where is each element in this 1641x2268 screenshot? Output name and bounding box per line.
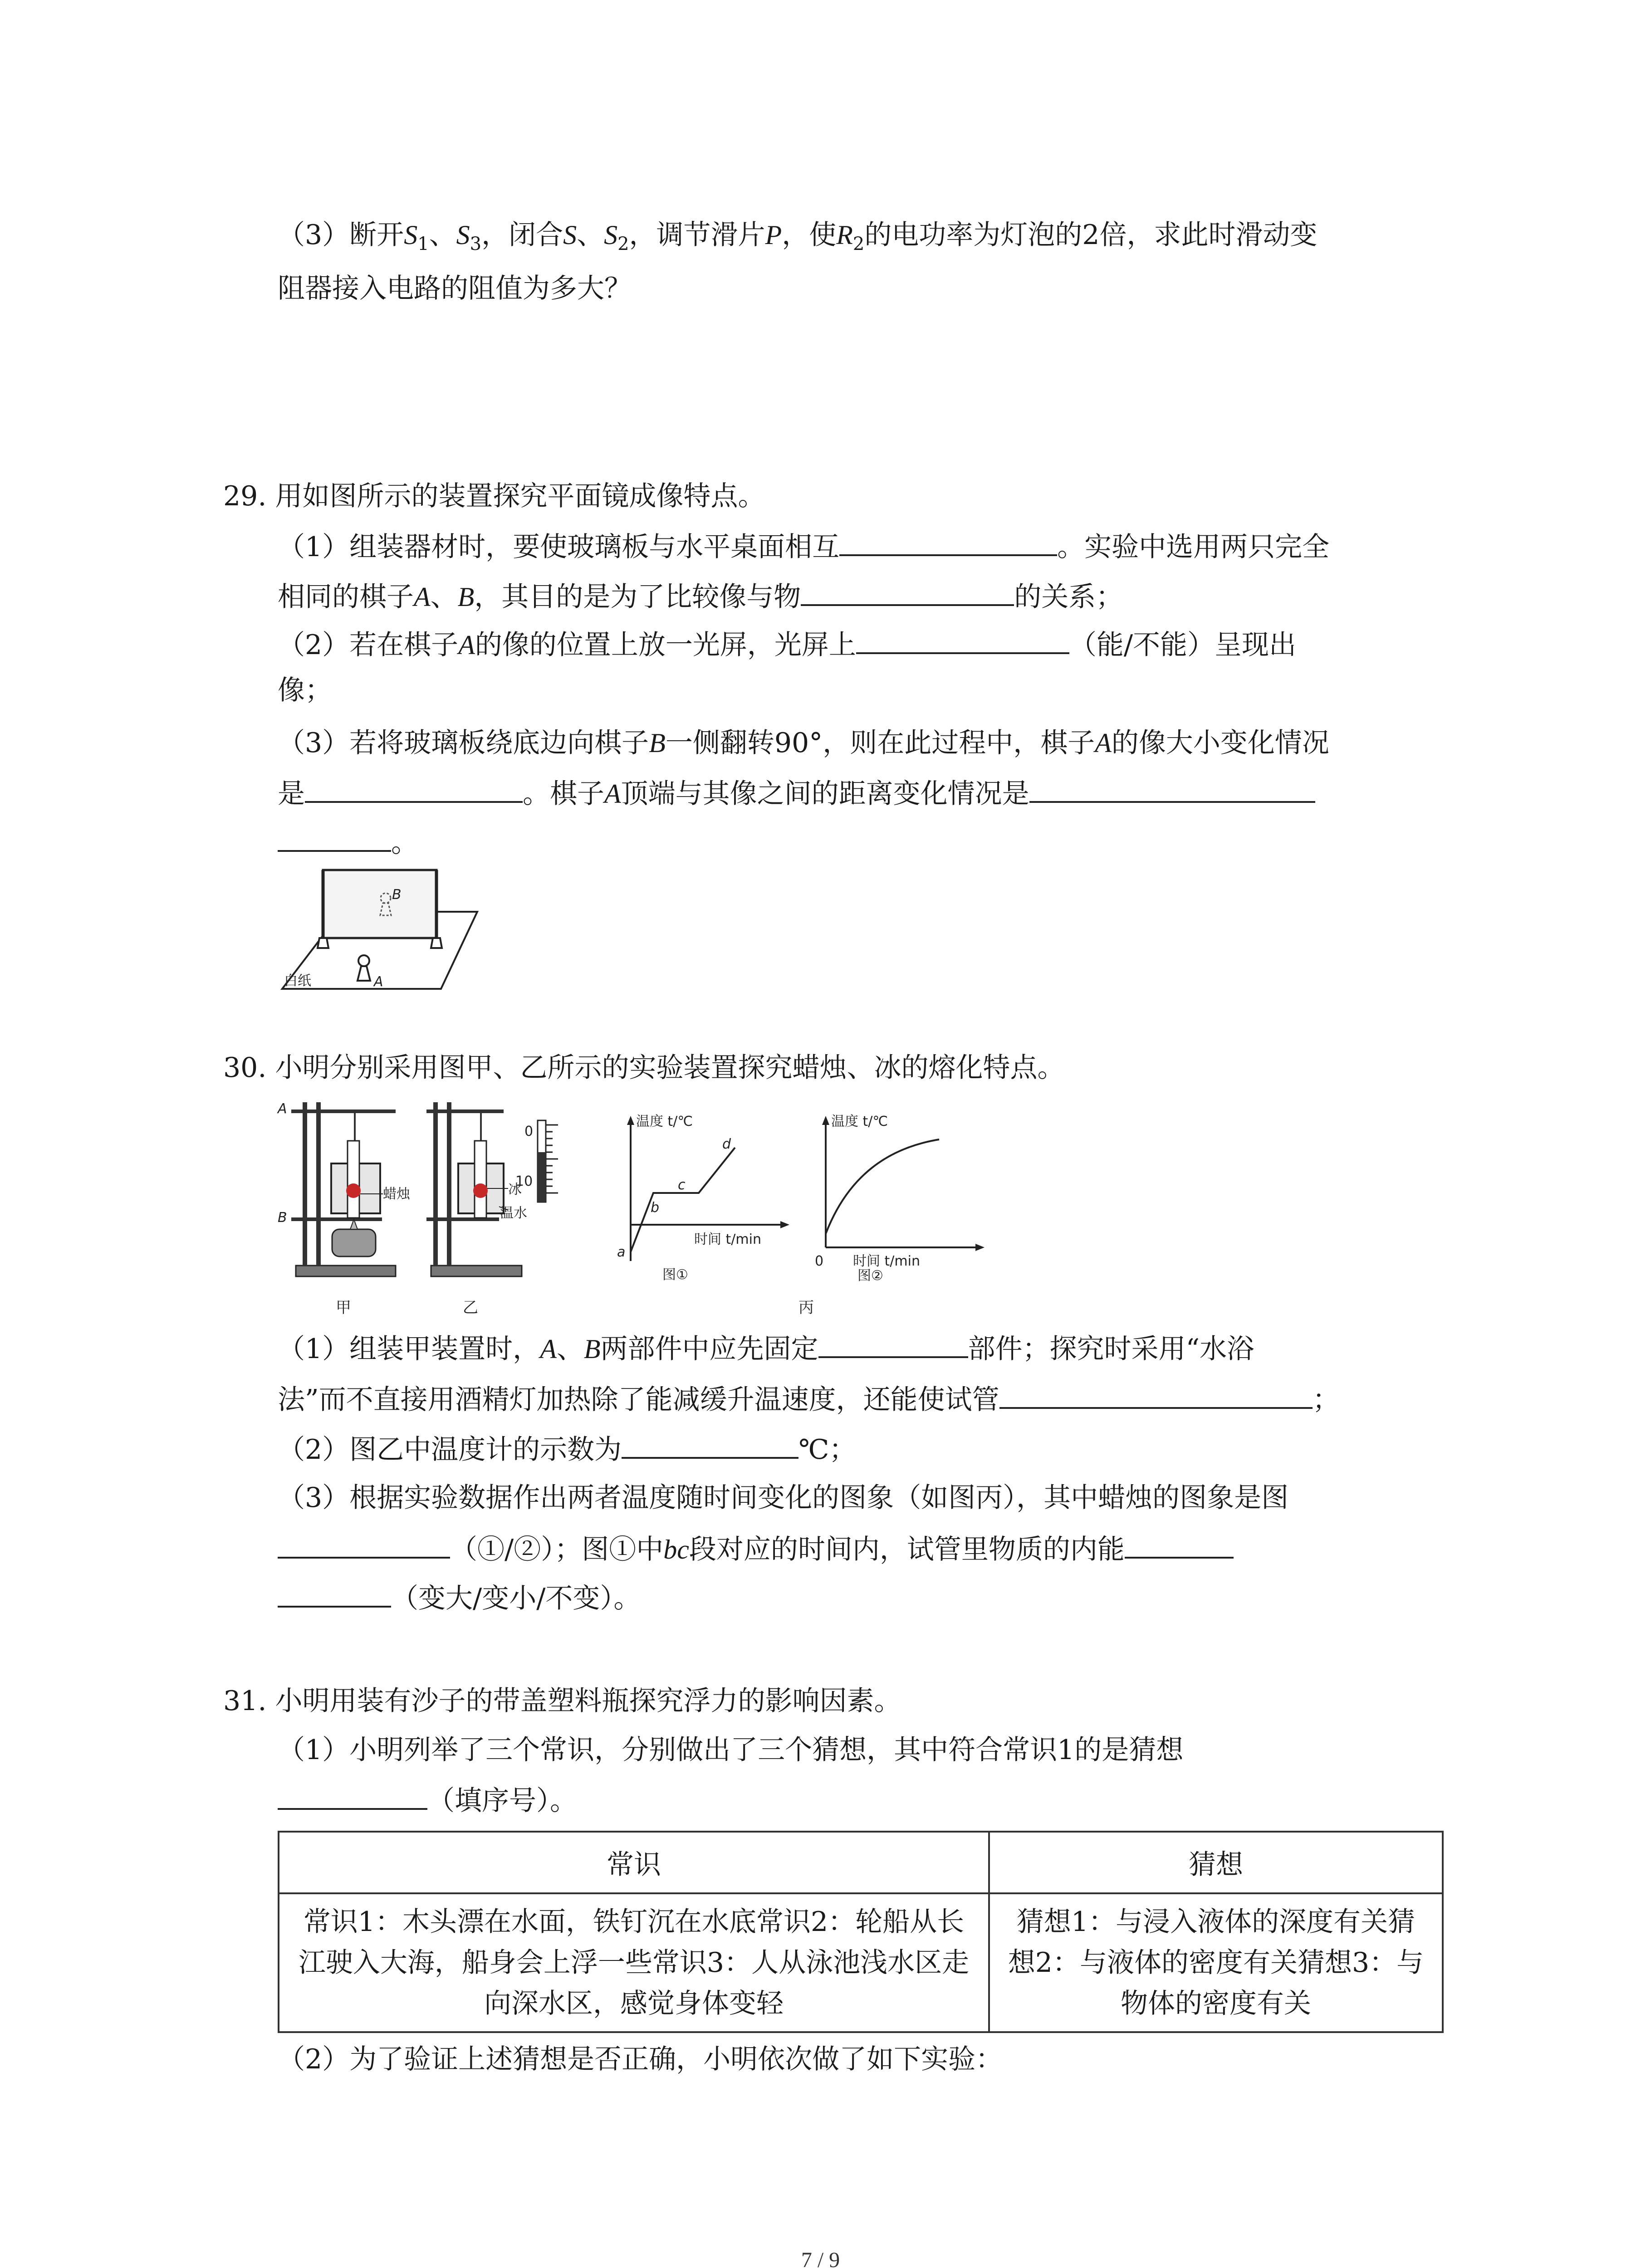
answer-blank[interactable] xyxy=(1125,1529,1234,1559)
table-cell-common-sense: 常识1：木头漂在水面，铁钉沉在水底常识2：轮船从长江驶入大海，船身会上浮一些常识3：人从泳池浅水区走向深水区，感觉身体变轻 xyxy=(279,1893,989,2032)
answer-blank[interactable] xyxy=(801,576,1014,606)
answer-blank[interactable] xyxy=(839,526,1057,556)
answer-blank[interactable] xyxy=(622,1429,798,1459)
fig-label-a: A xyxy=(374,974,383,990)
g2-origin: 0 xyxy=(815,1253,824,1269)
table-row xyxy=(279,1893,1443,2032)
q29-stem: 29. 用如图所示的装置探究平面镜成像特点。 xyxy=(223,480,765,512)
table-header-row xyxy=(279,1832,1443,1893)
q28-part3-line2: 阻器接入电路的阻值为多大？ xyxy=(278,273,632,304)
fig-label-paper: 白纸 xyxy=(284,973,311,989)
q30-part2: （2）图乙中温度计的示数为 ℃； xyxy=(278,1429,856,1469)
warm-water-label: 温水 xyxy=(500,1205,527,1221)
graph-1-figure xyxy=(603,1111,798,1293)
q31-stem: 31. 小明用装有沙子的带盖塑料瓶探究浮力的影响因素。 xyxy=(223,1685,901,1717)
candle-label: 蜡烛 xyxy=(383,1186,410,1202)
q31-part2: （2）为了验证上述猜想是否正确，小明依次做了如下实验： xyxy=(278,2043,1003,2075)
answer-blank[interactable] xyxy=(999,1379,1313,1409)
apparatus-jia-figure xyxy=(278,1098,409,1288)
answer-blank[interactable] xyxy=(278,1780,427,1810)
caption-yi: 乙 xyxy=(463,1299,478,1317)
caption-bing: 丙 xyxy=(798,1299,814,1317)
answer-blank[interactable] xyxy=(305,773,523,803)
thermometer-10: 10 xyxy=(515,1173,533,1189)
q28-part3-line1: （3）断开$S_1$、$S_3$，闭合S、$S_2$，调节滑片P，使$R_2$的电功率为灯泡的2倍，求此时滑动变 xyxy=(278,219,1318,254)
q29-part2-line2: 像； xyxy=(278,675,332,706)
q29-part3-line1: （3）若将玻璃板绕底边向棋子B一侧翻转90°，则在此过程中，棋子A的像大小变化情况 xyxy=(278,727,1329,759)
caption-jia: 甲 xyxy=(336,1299,351,1317)
q29-part3-line3: 。 xyxy=(278,822,418,862)
q31-part1-line2: （填序号）。 xyxy=(278,1780,577,1820)
thermometer-0: 0 xyxy=(524,1124,534,1139)
q31-part1-line1: （1）小明列举了三个常识，分别做出了三个猜想，其中符合常识1的是猜想 xyxy=(278,1734,1184,1766)
apparatus-label-a: A xyxy=(278,1101,287,1117)
q30-stem: 30. 小明分别采用图甲、乙所示的实验装置探究蜡烛、冰的熔化特点。 xyxy=(223,1052,1065,1084)
g1-point-d: d xyxy=(722,1136,731,1152)
q29-part1-line2: 相同的棋子A、B，其目的是为了比较像与物 的关系； xyxy=(278,576,1123,616)
q30-part1-line1: （1）组装甲装置时，A、B两部件中应先固定 部件；探究时采用“水浴 xyxy=(278,1328,1254,1368)
answer-blank[interactable] xyxy=(818,1328,968,1358)
ice-label: 冰 xyxy=(508,1182,522,1198)
g1-y-label: 温度 t/℃ xyxy=(636,1114,693,1129)
g1-point-a: a xyxy=(617,1244,626,1260)
common-sense-table xyxy=(278,1831,1444,2033)
g1-point-b: b xyxy=(651,1200,660,1216)
graph-2-figure xyxy=(798,1111,994,1293)
fig-label-b: B xyxy=(392,887,402,903)
answer-blank[interactable] xyxy=(278,1529,450,1559)
g2-y-label: 温度 t/℃ xyxy=(831,1114,888,1129)
q30-part3-line1: （3）根据实验数据作出两者温度随时间变化的图象（如图丙），其中蜡烛的图象是图 xyxy=(278,1482,1289,1514)
plane-mirror-figure xyxy=(278,862,505,998)
table-header-guess: 猜想 xyxy=(989,1832,1443,1893)
q30-part3-line3: （变大/变小/不变）。 xyxy=(278,1578,641,1618)
g2-x-label: 时间 t/min xyxy=(853,1253,920,1269)
answer-blank[interactable] xyxy=(278,822,391,852)
answer-blank[interactable] xyxy=(856,624,1069,654)
answer-blank[interactable] xyxy=(278,1578,391,1608)
q29-part1-line1: （1）组装器材时，要使玻璃板与水平桌面相互 。实验中选用两只完全 xyxy=(278,526,1329,566)
q30-part3-line2: （①/②）；图①中bc段对应的时间内，试管里物质的内能 xyxy=(278,1529,1234,1569)
q30-part1-line2: 法”而不直接用酒精灯加热除了能减缓升温速度，还能使试管 ； xyxy=(278,1379,1340,1419)
table-header-common-sense: 常识 xyxy=(279,1832,989,1893)
q29-part2-line1: （2）若在棋子A的像的位置上放一光屏，光屏上 （能/不能）呈现出 xyxy=(278,624,1296,664)
g1-caption: 图① xyxy=(662,1267,688,1283)
g1-point-c: c xyxy=(678,1177,686,1193)
apparatus-label-b: B xyxy=(278,1210,287,1226)
q29-part3-line2: 是 。棋子A顶端与其像之间的距离变化情况是 xyxy=(278,773,1315,813)
apparatus-yi-figure xyxy=(422,1098,572,1288)
g2-caption: 图② xyxy=(857,1268,883,1284)
table-cell-guess: 猜想1：与浸入液体的深度有关猜想2：与液体的密度有关猜想3：与物体的密度有关 xyxy=(989,1893,1443,2032)
answer-blank[interactable] xyxy=(1029,773,1315,803)
page-number: 7 / 9 xyxy=(801,2248,840,2268)
g1-x-label: 时间 t/min xyxy=(694,1232,761,1247)
